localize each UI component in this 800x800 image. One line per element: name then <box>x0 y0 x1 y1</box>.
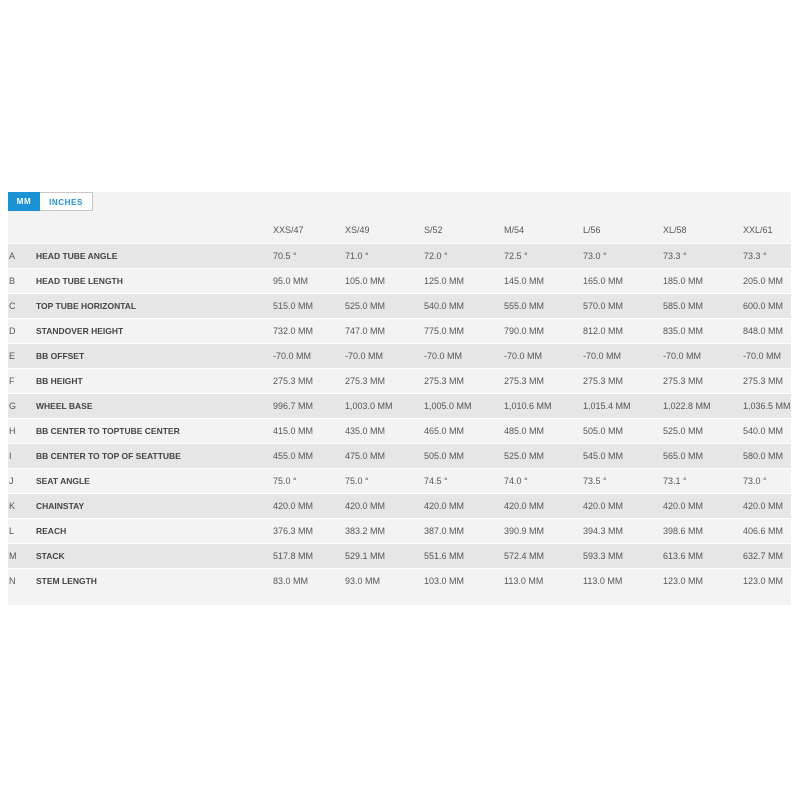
cell-value: 420.0 MM <box>663 501 704 511</box>
table-row <box>8 518 791 543</box>
cell-value: -70.0 MM <box>504 351 543 361</box>
cell-value: 996.7 MM <box>273 401 314 411</box>
size-header: XXL/61 <box>743 225 773 235</box>
cell-value: 420.0 MM <box>583 501 624 511</box>
table-row <box>8 343 791 368</box>
cell-value: 565.0 MM <box>663 451 704 461</box>
row-letter: L <box>9 526 15 536</box>
cell-value: 505.0 MM <box>424 451 465 461</box>
table-row <box>8 418 791 443</box>
cell-value: 103.0 MM <box>424 576 465 586</box>
cell-value: 848.0 MM <box>743 326 784 336</box>
row-letter: N <box>9 576 16 586</box>
cell-value: 1,010.6 MM <box>504 401 552 411</box>
row-letter: I <box>9 451 12 461</box>
cell-value: 1,003.0 MM <box>345 401 393 411</box>
cell-value: 415.0 MM <box>273 426 314 436</box>
cell-value: 73.1 ° <box>663 476 687 486</box>
mm-unit-button[interactable]: MM <box>8 192 40 211</box>
cell-value: -70.0 MM <box>273 351 312 361</box>
cell-value: -70.0 MM <box>743 351 782 361</box>
row-label: CHAINSTAY <box>36 501 85 511</box>
cell-value: 585.0 MM <box>663 301 704 311</box>
inches-unit-button[interactable]: INCHES <box>40 192 93 211</box>
cell-value: 73.0 ° <box>743 476 767 486</box>
cell-value: 75.0 ° <box>345 476 369 486</box>
table-row <box>8 243 791 268</box>
geometry-panel <box>8 192 791 605</box>
cell-value: 551.6 MM <box>424 551 465 561</box>
cell-value: 394.3 MM <box>583 526 624 536</box>
row-letter: E <box>9 351 16 361</box>
row-label: STACK <box>36 551 65 561</box>
cell-value: 70.5 ° <box>273 251 297 261</box>
cell-value: 525.0 MM <box>345 301 386 311</box>
cell-value: 73.3 ° <box>663 251 687 261</box>
cell-value: 1,022.8 MM <box>663 401 711 411</box>
row-letter: C <box>9 301 16 311</box>
cell-value: 275.3 MM <box>504 376 545 386</box>
cell-value: 790.0 MM <box>504 326 545 336</box>
size-header: XL/58 <box>663 225 687 235</box>
cell-value: 72.5 ° <box>504 251 528 261</box>
cell-value: 113.0 MM <box>504 576 544 586</box>
row-letter: D <box>9 326 16 336</box>
cell-value: 376.3 MM <box>273 526 314 536</box>
size-header-row <box>8 219 791 242</box>
row-letter: G <box>9 401 17 411</box>
cell-value: 1,036.5 MM <box>743 401 791 411</box>
row-label: HEAD TUBE LENGTH <box>36 276 123 286</box>
cell-value: -70.0 MM <box>583 351 622 361</box>
row-letter: K <box>9 501 16 511</box>
cell-value: 420.0 MM <box>273 501 314 511</box>
cell-value: 75.0 ° <box>273 476 297 486</box>
table-row <box>8 568 791 593</box>
cell-value: 632.7 MM <box>743 551 784 561</box>
cell-value: 398.6 MM <box>663 526 704 536</box>
row-label: TOP TUBE HORIZONTAL <box>36 301 137 311</box>
cell-value: 83.0 MM <box>273 576 309 586</box>
cell-value: 71.0 ° <box>345 251 369 261</box>
cell-value: 420.0 MM <box>424 501 465 511</box>
cell-value: 73.3 ° <box>743 251 767 261</box>
table-row <box>8 293 791 318</box>
cell-value: 540.0 MM <box>424 301 465 311</box>
cell-value: 435.0 MM <box>345 426 386 436</box>
cell-value: 485.0 MM <box>504 426 545 436</box>
cell-value: 420.0 MM <box>504 501 545 511</box>
cell-value: 545.0 MM <box>583 451 624 461</box>
cell-value: -70.0 MM <box>345 351 384 361</box>
cell-value: 1,015.4 MM <box>583 401 631 411</box>
cell-value: 1,005.0 MM <box>424 401 472 411</box>
cell-value: 205.0 MM <box>743 276 784 286</box>
row-letter: J <box>9 476 14 486</box>
cell-value: 275.3 MM <box>345 376 386 386</box>
cell-value: 775.0 MM <box>424 326 465 336</box>
table-row <box>8 543 791 568</box>
cell-value: 812.0 MM <box>583 326 624 336</box>
cell-value: 572.4 MM <box>504 551 545 561</box>
row-letter: H <box>9 426 16 436</box>
table-row <box>8 318 791 343</box>
row-label: SEAT ANGLE <box>36 476 90 486</box>
cell-value: 540.0 MM <box>743 426 784 436</box>
cell-value: -70.0 MM <box>424 351 463 361</box>
cell-value: 275.3 MM <box>583 376 624 386</box>
cell-value: 95.0 MM <box>273 276 309 286</box>
row-letter: A <box>9 251 16 261</box>
cell-value: 600.0 MM <box>743 301 784 311</box>
cell-value: 387.0 MM <box>424 526 465 536</box>
cell-value: 93.0 MM <box>345 576 381 586</box>
table-row <box>8 443 791 468</box>
cell-value: 475.0 MM <box>345 451 386 461</box>
size-header: XXS/47 <box>273 225 304 235</box>
table-row <box>8 493 791 518</box>
cell-value: 165.0 MM <box>583 276 624 286</box>
table-row <box>8 393 791 418</box>
cell-value: 275.3 MM <box>273 376 314 386</box>
cell-value: 555.0 MM <box>504 301 545 311</box>
row-label: HEAD TUBE ANGLE <box>36 251 118 261</box>
row-label: BB CENTER TO TOP OF SEATTUBE <box>36 451 181 461</box>
cell-value: 593.3 MM <box>583 551 624 561</box>
cell-value: 613.6 MM <box>663 551 704 561</box>
cell-value: 123.0 MM <box>663 576 704 586</box>
table-row <box>8 368 791 393</box>
cell-value: 390.9 MM <box>504 526 545 536</box>
geometry-table <box>8 243 791 593</box>
cell-value: 420.0 MM <box>743 501 784 511</box>
cell-value: 72.0 ° <box>424 251 448 261</box>
cell-value: 570.0 MM <box>583 301 624 311</box>
row-label: BB OFFSET <box>36 351 85 361</box>
cell-value: 406.6 MM <box>743 526 784 536</box>
cell-value: 275.3 MM <box>424 376 465 386</box>
row-label: BB CENTER TO TOPTUBE CENTER <box>36 426 180 436</box>
size-header: M/54 <box>504 225 525 235</box>
cell-value: 74.5 ° <box>424 476 448 486</box>
cell-value: 383.2 MM <box>345 526 386 536</box>
row-label: BB HEIGHT <box>36 376 83 386</box>
row-label: WHEEL BASE <box>36 401 93 411</box>
cell-value: 123.0 MM <box>743 576 784 586</box>
cell-value: 73.0 ° <box>583 251 607 261</box>
cell-value: 525.0 MM <box>663 426 704 436</box>
cell-value: 580.0 MM <box>743 451 784 461</box>
cell-value: 275.3 MM <box>663 376 704 386</box>
cell-value: 74.0 ° <box>504 476 528 486</box>
cell-value: 465.0 MM <box>424 426 465 436</box>
unit-toggle <box>8 192 93 211</box>
row-letter: M <box>9 551 17 561</box>
cell-value: 420.0 MM <box>345 501 386 511</box>
cell-value: 505.0 MM <box>583 426 624 436</box>
cell-value: 525.0 MM <box>504 451 545 461</box>
cell-value: 835.0 MM <box>663 326 704 336</box>
cell-value: 529.1 MM <box>345 551 386 561</box>
cell-value: 515.0 MM <box>273 301 314 311</box>
cell-value: 73.5 ° <box>583 476 607 486</box>
cell-value: -70.0 MM <box>663 351 702 361</box>
cell-value: 113.0 MM <box>583 576 623 586</box>
cell-value: 105.0 MM <box>345 276 386 286</box>
size-header: XS/49 <box>345 225 370 235</box>
cell-value: 455.0 MM <box>273 451 314 461</box>
cell-value: 125.0 MM <box>424 276 465 286</box>
size-header: S/52 <box>424 225 443 235</box>
row-label: STANDOVER HEIGHT <box>36 326 124 336</box>
cell-value: 732.0 MM <box>273 326 314 336</box>
row-letter: B <box>9 276 16 286</box>
table-row <box>8 268 791 293</box>
cell-value: 275.3 MM <box>743 376 784 386</box>
table-row <box>8 468 791 493</box>
cell-value: 517.8 MM <box>273 551 314 561</box>
cell-value: 185.0 MM <box>663 276 704 286</box>
row-label: STEM LENGTH <box>36 576 97 586</box>
cell-value: 145.0 MM <box>504 276 545 286</box>
row-letter: F <box>9 376 15 386</box>
cell-value: 747.0 MM <box>345 326 386 336</box>
row-label: REACH <box>36 526 67 536</box>
size-header: L/56 <box>583 225 601 235</box>
